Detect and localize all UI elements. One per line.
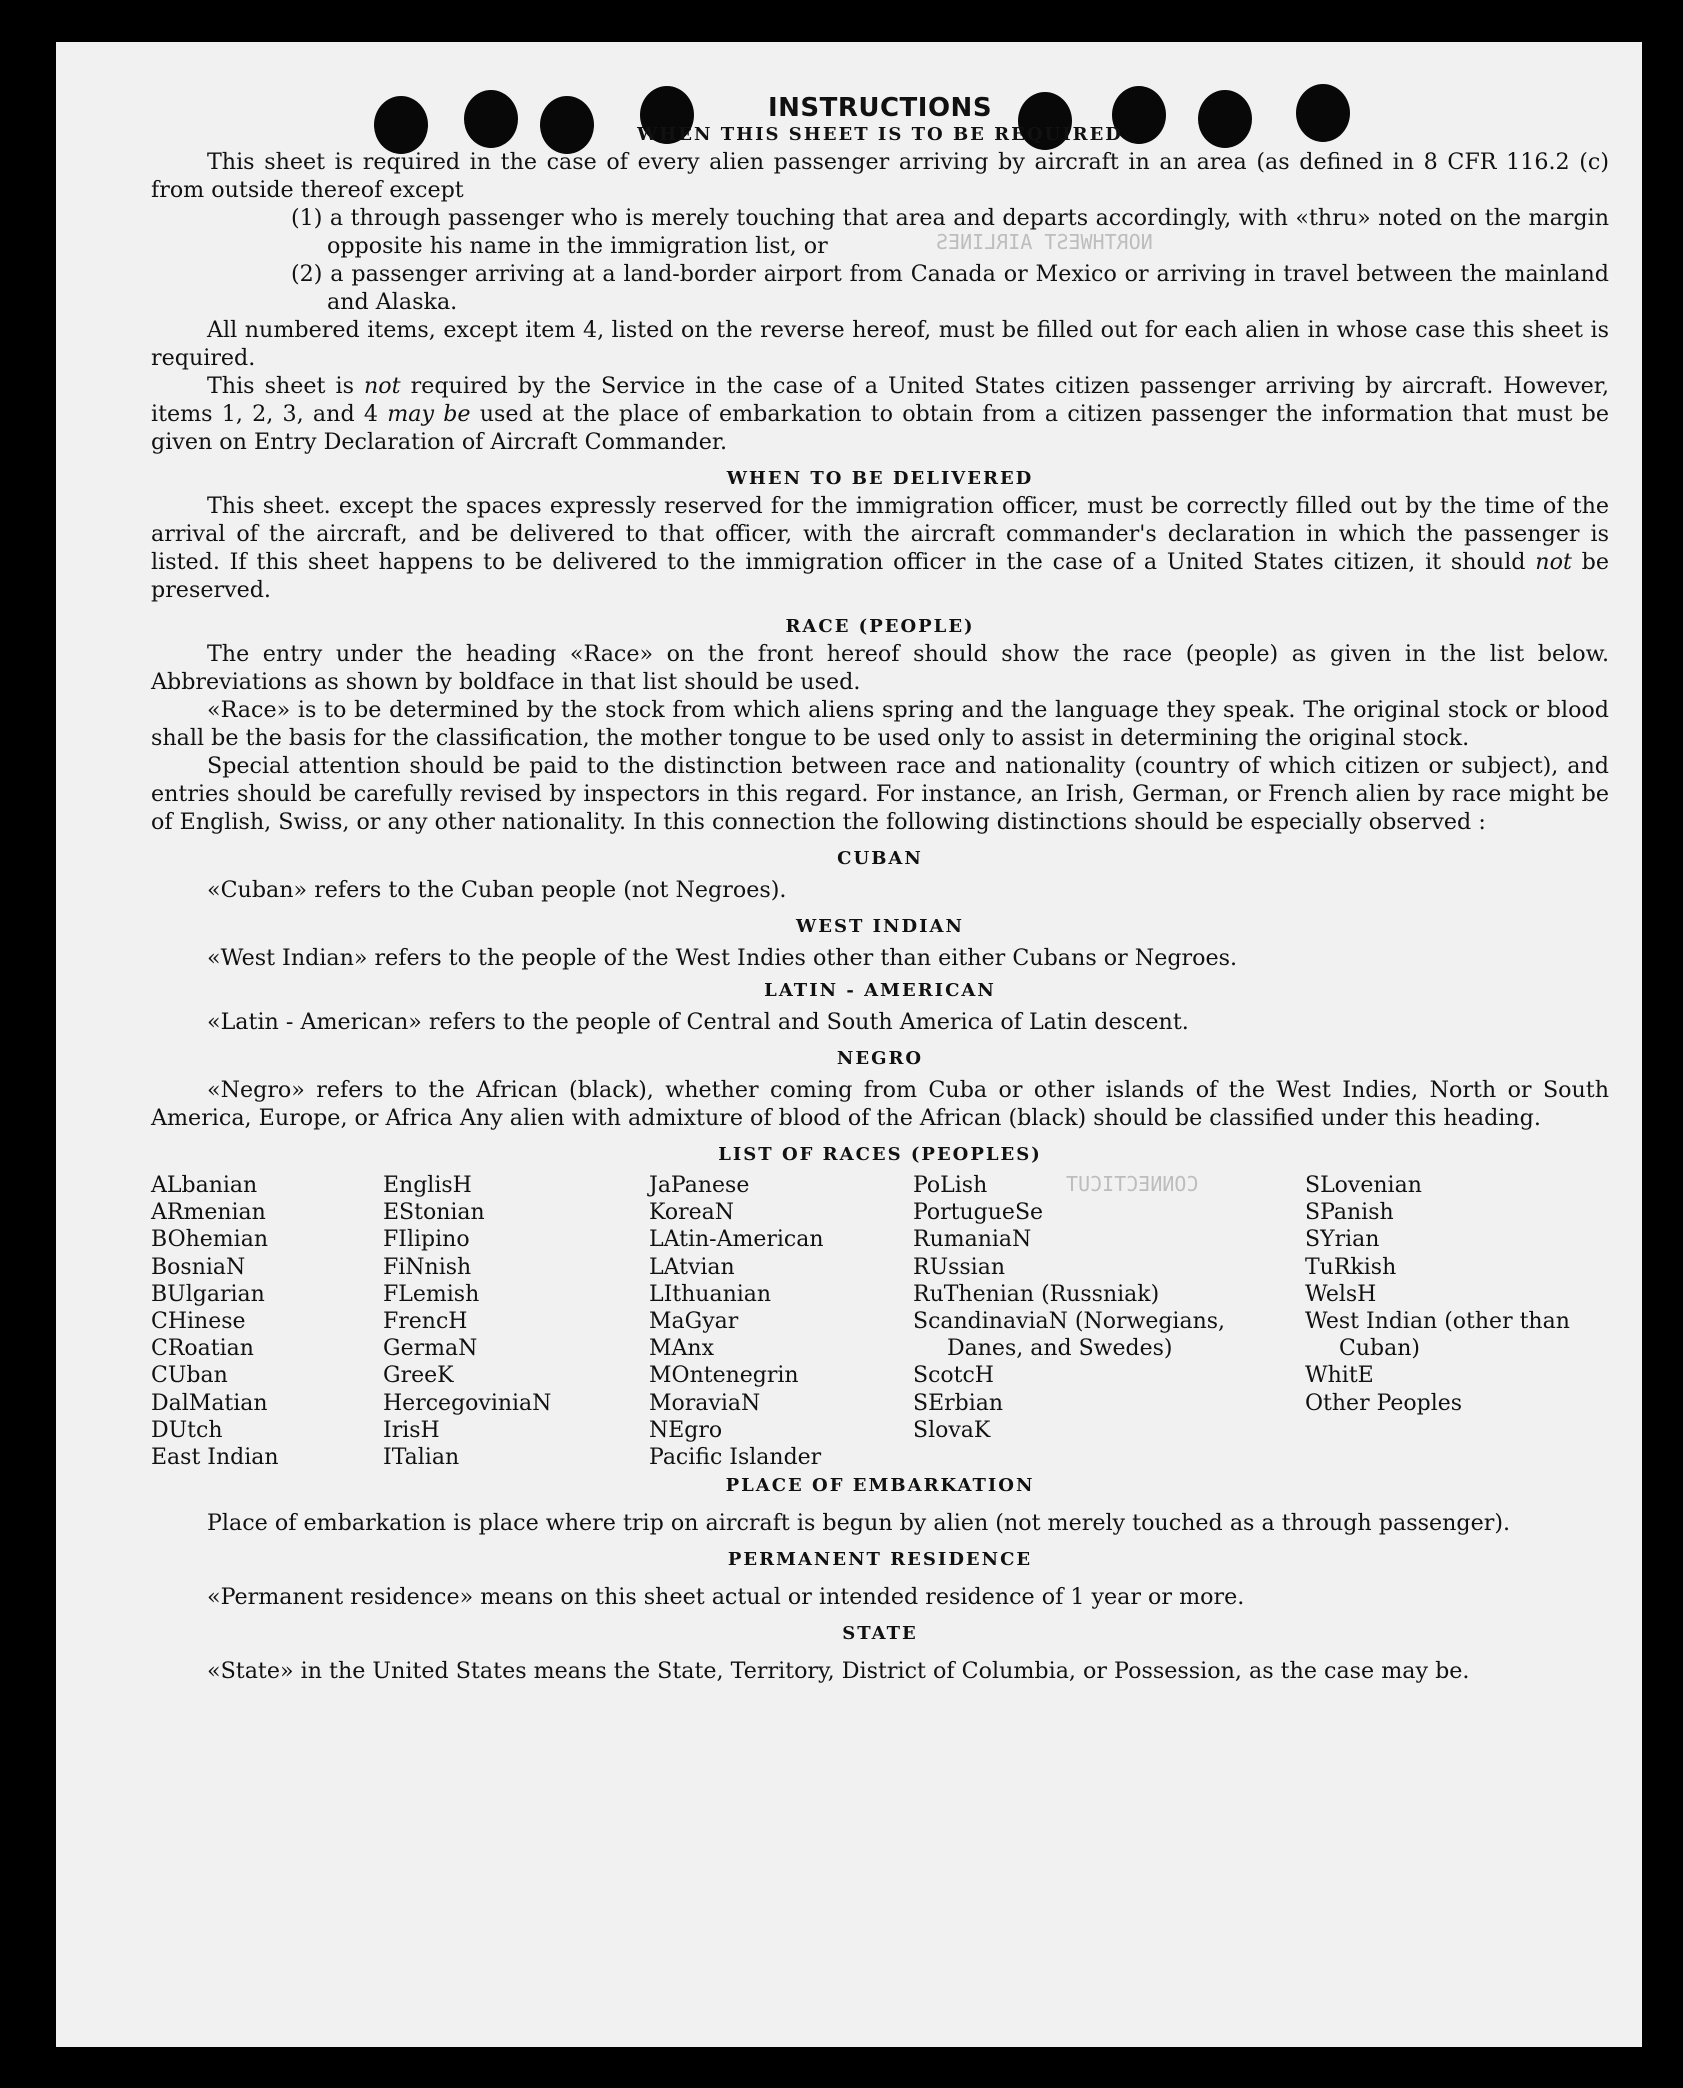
list-item: Pacific Islander: [649, 1445, 822, 1471]
document-page: [56, 42, 1642, 2047]
section-heading-negro: NEGRO: [836, 1048, 924, 1069]
list-item: East Indian: [151, 1445, 279, 1471]
list-item: ARmenian: [151, 1200, 266, 1226]
list-item: West Indian (other than Cuban): [1305, 1309, 1570, 1362]
section-heading-delivered: WHEN TO BE DELIVERED: [726, 468, 1034, 489]
list-item: NEgro: [649, 1417, 723, 1443]
list-item: MAnx: [649, 1336, 714, 1362]
paragraph-embarkation: Place of embarkation is place where trip on aircraft is begun by alien (not merely touched as a through passenger).: [207, 1510, 1511, 1537]
list-item: IrisH: [383, 1417, 440, 1443]
list-item: ScandinaviaN (Norwegians, Danes, and Swedes): [913, 1309, 1226, 1362]
list-item: JaPanese: [649, 1173, 750, 1198]
list-item: CRoatian: [151, 1336, 254, 1362]
list-item: BOhemian: [151, 1227, 268, 1253]
bleed-through-text: CONNECTICUT: [1066, 1172, 1199, 1196]
section-heading-residence: PERMANENT RESIDENCE: [727, 1549, 1033, 1571]
list-item: MoraviaN: [649, 1390, 761, 1416]
list-item: PoLish: [913, 1173, 988, 1198]
section-heading-state: STATE: [842, 1623, 918, 1645]
list-item: FrencH: [383, 1309, 468, 1335]
page-title: INSTRUCTIONS: [767, 93, 993, 123]
paragraph-delivered: This sheet. except the spaces expressly reserved for the immigration officer, must be correctly filled out by the time of the arrival of the aircraft, and be delivered to that officer, with the aircraft commander's declaration in which the passenger is listed. If this sheet happens to be delivered to the immigration officer in the case of a United States citizen, it should not be preserved.: [151, 493, 1609, 603]
list-item: MaGyar: [649, 1309, 739, 1335]
list-item: FLemish: [383, 1281, 480, 1307]
paragraph-residence: «Permanent residence» means on this sheet actual or intended residence of 1 year or more.: [207, 1584, 1245, 1611]
paragraph-west-indian: «West Indian» refers to the people of the West Indies other than either Cubans or Negroes.: [207, 945, 1238, 971]
races-column-1: [151, 1172, 383, 1471]
list-item: SYrian: [1305, 1227, 1380, 1253]
instructions-content: [151, 92, 1609, 1685]
list-item: Other Peoples: [1305, 1390, 1463, 1416]
list-item: CHinese: [151, 1309, 246, 1335]
list-item: MOntenegrin: [649, 1363, 799, 1389]
races-column-4: [913, 1172, 1305, 1471]
bleed-through-text: NORTHWEST AIRLINES: [936, 230, 1153, 254]
list-item: EStonian: [383, 1200, 485, 1226]
list-item: GreeK: [383, 1363, 454, 1389]
section-heading-cuban: CUBAN: [837, 848, 923, 869]
list-item-exception-2: (2) a passenger arriving at a land-border airport from Canada or Mexico or arriving in travel between the mainland and Alaska.: [291, 261, 1609, 315]
section-heading-required: WHEN THIS SHEET IS TO BE REQUIRED: [637, 124, 1123, 145]
list-item: TuRkish: [1305, 1254, 1397, 1280]
list-item: LAtin-American: [649, 1227, 824, 1253]
list-item: SErbian: [913, 1390, 1004, 1416]
list-item: RUssian: [913, 1254, 1006, 1280]
list-item: SlovaK: [913, 1417, 991, 1443]
list-item: KoreaN: [649, 1200, 734, 1226]
list-item: DalMatian: [151, 1390, 268, 1416]
list-item: ALbanian: [151, 1173, 258, 1198]
list-item: RumaniaN: [913, 1227, 1032, 1253]
list-item: WelsH: [1305, 1281, 1377, 1307]
list-item: GermaN: [383, 1336, 478, 1362]
paragraph-race-3: Special attention should be paid to the distinction between race and nationality (country of which citizen or subject), and entries should be carefully revised by inspectors in this regard. For instance, an Irish, German, or French alien by race might be of English, Swiss, or any other nationality. In this connection the following distinctions should be especially observed :: [151, 753, 1609, 835]
list-item: EnglisH: [383, 1173, 472, 1198]
list-item: HercegoviniaN: [383, 1390, 552, 1416]
section-heading-embarkation: PLACE OF EMBARKATION: [725, 1475, 1035, 1497]
paragraph-citizen: This sheet is not required by the Service in the case of a United States citizen passenger arriving by aircraft. However, items 1, 2, 3, and 4 may be used at the place of embarkation to obtain from a citizen passenger the information that must be given on Entry Declaration of Aircraft Commander.: [151, 373, 1609, 455]
list-item: DUtch: [151, 1417, 223, 1443]
list-item: SPanish: [1305, 1200, 1394, 1226]
paragraph-cuban: «Cuban» refers to the Cuban people (not Negroes).: [207, 877, 787, 903]
list-item: LAtvian: [649, 1254, 735, 1280]
list-item: CUban: [151, 1363, 228, 1389]
races-column-2: [383, 1172, 649, 1471]
list-item: RuThenian (Russniak): [913, 1281, 1160, 1307]
paragraph-race-1: The entry under the heading «Race» on the front hereof should show the race (people) as given in the list below. Abbreviations as shown by boldface in that list should be used.: [151, 641, 1609, 695]
paragraph-required-intro: This sheet is required in the case of every alien passenger arriving by aircraft in an area (as defined in 8 CFR 116.2 (c) from outside thereof except: [151, 149, 1609, 203]
paragraph-latin-american: «Latin - American» refers to the people of Central and South America of Latin descent.: [207, 1009, 1189, 1035]
paragraph-state: «State» in the United States means the State, Territory, District of Columbia, or Possession, as the case may be.: [207, 1658, 1470, 1685]
list-item: WhitE: [1305, 1363, 1374, 1389]
list-item-exception-1: (1) a through passenger who is merely touching that area and departs accordingly, with «thru» noted on the margin opposite his name in the immigration list, or: [291, 205, 1609, 259]
races-column-3: [649, 1172, 913, 1471]
list-item: FIlipino: [383, 1227, 470, 1253]
section-heading-race: RACE (PEOPLE): [785, 616, 975, 637]
list-item: PortugueSe: [913, 1200, 1044, 1226]
list-item: LIthuanian: [649, 1281, 772, 1307]
section-heading-west-indian: WEST INDIAN: [796, 916, 964, 937]
list-item: BUlgarian: [151, 1281, 265, 1307]
list-item: BosniaN: [151, 1254, 246, 1280]
section-heading-latin-american: LATIN - AMERICAN: [764, 980, 996, 1001]
list-item: FiNnish: [383, 1254, 472, 1280]
list-item: ScotcH: [913, 1363, 994, 1389]
list-item: SLovenian: [1305, 1173, 1422, 1198]
paragraph-race-2: «Race» is to be determined by the stock from which aliens spring and the language they speak. The original stock or blood shall be the basis for the classification, the mother tongue to be used only to assist in determining the original stock.: [151, 697, 1609, 751]
races-column-5: [1305, 1172, 1605, 1471]
paragraph-numbered-items: All numbered items, except item 4, listed on the reverse hereof, must be filled out for each alien in whose case this sheet is required.: [151, 317, 1609, 371]
list-item: ITalian: [383, 1445, 460, 1471]
paragraph-negro: «Negro» refers to the African (black), whether coming from Cuba or other islands of the West Indies, North or South America, Europe, or Africa Any alien with admixture of blood of the African (black) should be classified under this heading.: [151, 1077, 1609, 1131]
races-list: [151, 1172, 1609, 1471]
section-heading-list-of-races: LIST OF RACES (PEOPLES): [718, 1144, 1042, 1165]
